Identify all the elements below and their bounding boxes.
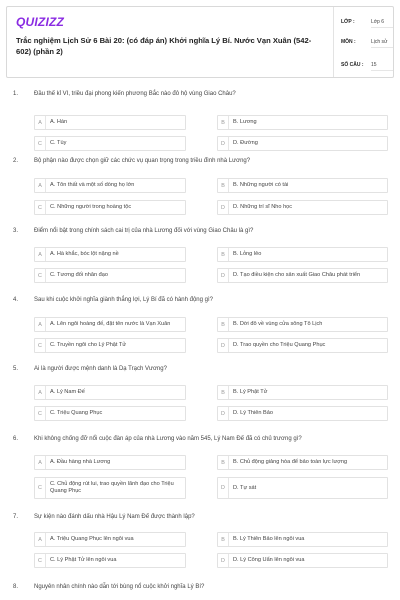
option-text: C. Tùy (50, 140, 67, 146)
option-letter: B (218, 248, 229, 261)
option-letter: A (35, 318, 46, 331)
option-text: C. Truyền ngôi cho Lý Phật Tử (50, 342, 127, 348)
question-number: 5. (13, 366, 19, 372)
option-letter: C (35, 407, 46, 420)
option-a[interactable] (34, 455, 186, 470)
option-letter: A (35, 116, 46, 129)
question-number: 7. (13, 514, 19, 520)
option-text: D. Tự sát (233, 484, 257, 491)
quizizz-logo: QUIZIZZ (16, 15, 65, 29)
question-text: Khi không chống đỡ nổi cuộc đàn áp của nhà Lương vào năm 545, Lý Nam Đế đã có chủ trương gì? (34, 436, 302, 442)
page-title: Trắc nghiệm Lịch Sử 6 Bài 20: (có đáp án) Khởi nghĩa Lý Bí. Nước Vạn Xuân (542-602) (phần 2) (16, 36, 312, 56)
question-number: 6. (13, 436, 19, 442)
option-b[interactable] (217, 247, 388, 262)
option-letter: B (218, 533, 229, 546)
option-c[interactable] (34, 477, 186, 499)
option-letter: D (218, 407, 229, 420)
question-text: Bộ phận nào được chọn giữ các chức vụ quan trọng trong triều đình nhà Lương? (34, 158, 251, 164)
option-text: D. Trao quyền cho Triệu Quang Phục (233, 342, 326, 348)
question-number: 1. (13, 91, 19, 97)
option-letter: C (35, 554, 46, 567)
option-text: D. Đường (233, 140, 258, 146)
option-b[interactable] (217, 178, 388, 193)
option-text: B. Dời đô về vùng cửa sông Tô Lịch (233, 321, 323, 327)
option-a[interactable] (34, 532, 186, 547)
option-text: B. Lỏng lẻo (233, 251, 262, 257)
question-text: Đầu thế kỉ VI, triều đại phong kiến phương Bắc nào đô hộ vùng Giao Châu? (34, 91, 236, 97)
option-b[interactable] (217, 115, 388, 130)
option-text: C. Những người trong hoàng tộc (50, 204, 132, 210)
question-text: Sự kiện nào đánh dấu nhà Hậu Lý Nam Đế được thành lập? (34, 514, 195, 520)
question-number: 4. (13, 297, 19, 303)
question-text: Ai là người được mệnh danh là Dạ Trạch Vương? (34, 366, 167, 372)
option-letter: C (35, 269, 46, 282)
question-count-label: SỐ CÂU : (341, 62, 364, 68)
option-letter: D (218, 478, 229, 498)
question-text: Nguyên nhân chính nào dẫn tới bùng nổ cuộc khởi nghĩa Lý Bí? (34, 584, 205, 590)
option-letter: C (35, 339, 46, 352)
option-text: D. Lý Thiên Bảo (233, 410, 274, 416)
option-text: A. Tôn thất và một số dòng họ lớn (50, 182, 135, 188)
option-d[interactable] (217, 136, 388, 151)
option-text: D. Lý Công Uẩn lên ngôi vua (233, 557, 305, 563)
option-d[interactable] (217, 477, 388, 499)
option-letter: B (218, 456, 229, 469)
option-letter: A (35, 248, 46, 261)
option-text: C. Tương đối nhân đạo (50, 272, 109, 278)
question-text: Sau khi cuộc khởi nghĩa giành thắng lợi, Lý Bí đã có hành động gì? (34, 297, 213, 303)
option-letter: D (218, 137, 229, 150)
option-b[interactable] (217, 317, 388, 332)
option-text: A. Hà khắc, bóc lột nặng nề (50, 251, 119, 257)
option-text: C. Triệu Quang Phục (50, 410, 103, 416)
option-letter: D (218, 554, 229, 567)
option-letter: C (35, 137, 46, 150)
class-value: Lớp 6 (371, 19, 393, 28)
worksheet-header (6, 6, 394, 78)
option-c[interactable] (34, 200, 186, 215)
option-text: B. Lý Phật Tử (233, 389, 268, 395)
option-text: D. Tạo điều kiện cho sản xuất Giao Châu phát triển (233, 272, 361, 278)
option-c[interactable] (34, 136, 186, 151)
option-d[interactable] (217, 338, 388, 353)
header-title-area (7, 7, 333, 77)
option-letter: A (35, 179, 46, 192)
question-text: Điểm nổi bật trong chính sách cai trị của nhà Lương đối với vùng Giao Châu là gì? (34, 228, 254, 234)
option-letter: B (218, 179, 229, 192)
class-label: LỚP : (341, 19, 355, 25)
option-text: A. Lý Nam Đế (50, 389, 85, 395)
option-a[interactable] (34, 385, 186, 400)
option-d[interactable] (217, 200, 388, 215)
option-d[interactable] (217, 406, 388, 421)
option-text: B. Chủ động giảng hòa để bảo toàn lực lượng (233, 459, 348, 465)
option-text: D. Những trí sĩ Nho học (233, 204, 293, 210)
option-letter: A (35, 456, 46, 469)
option-c[interactable] (34, 406, 186, 421)
option-a[interactable] (34, 317, 186, 332)
option-b[interactable] (217, 385, 388, 400)
option-a[interactable] (34, 178, 186, 193)
option-c[interactable] (34, 268, 186, 283)
option-a[interactable] (34, 115, 186, 130)
question-count-value: 15 (371, 62, 393, 71)
option-text: A. Triệu Quang Phục lên ngôi vua (50, 536, 134, 542)
option-text: A. Đầu hàng nhà Lương (50, 459, 111, 465)
option-b[interactable] (217, 532, 388, 547)
option-c[interactable] (34, 338, 186, 353)
option-text: B. Lý Thiên Bảo lên ngôi vua (233, 536, 305, 542)
option-letter: B (218, 116, 229, 129)
option-text: B. Lương (233, 119, 257, 125)
option-letter: B (218, 386, 229, 399)
option-letter: C (35, 478, 46, 498)
option-letter: D (218, 339, 229, 352)
option-letter: A (35, 533, 46, 546)
option-letter: D (218, 269, 229, 282)
option-letter: C (35, 201, 46, 214)
option-text: C. Lý Phật Tử lên ngôi vua (50, 557, 117, 563)
option-letter: B (218, 318, 229, 331)
header-divider (333, 7, 334, 77)
question-number: 3. (13, 228, 19, 234)
option-letter: D (218, 201, 229, 214)
option-a[interactable] (34, 247, 186, 262)
option-b[interactable] (217, 455, 388, 470)
option-d[interactable] (217, 553, 388, 568)
subject-value: Lịch sử (371, 39, 393, 48)
subject-label: MÔN : (341, 39, 356, 45)
option-text: C. Chủ động rút lui, trao quyền lãnh đạo cho Triệu Quang Phục (50, 481, 174, 494)
option-text: A. Hán (50, 119, 68, 125)
option-c[interactable] (34, 553, 186, 568)
option-text: A. Lên ngôi hoàng đế, đặt tên nước là Vạn Xuân (50, 321, 171, 327)
option-d[interactable] (217, 268, 388, 283)
option-text: B. Những người có tài (233, 182, 289, 188)
question-number: 8. (13, 584, 19, 590)
question-number: 2. (13, 158, 19, 164)
option-letter: A (35, 386, 46, 399)
